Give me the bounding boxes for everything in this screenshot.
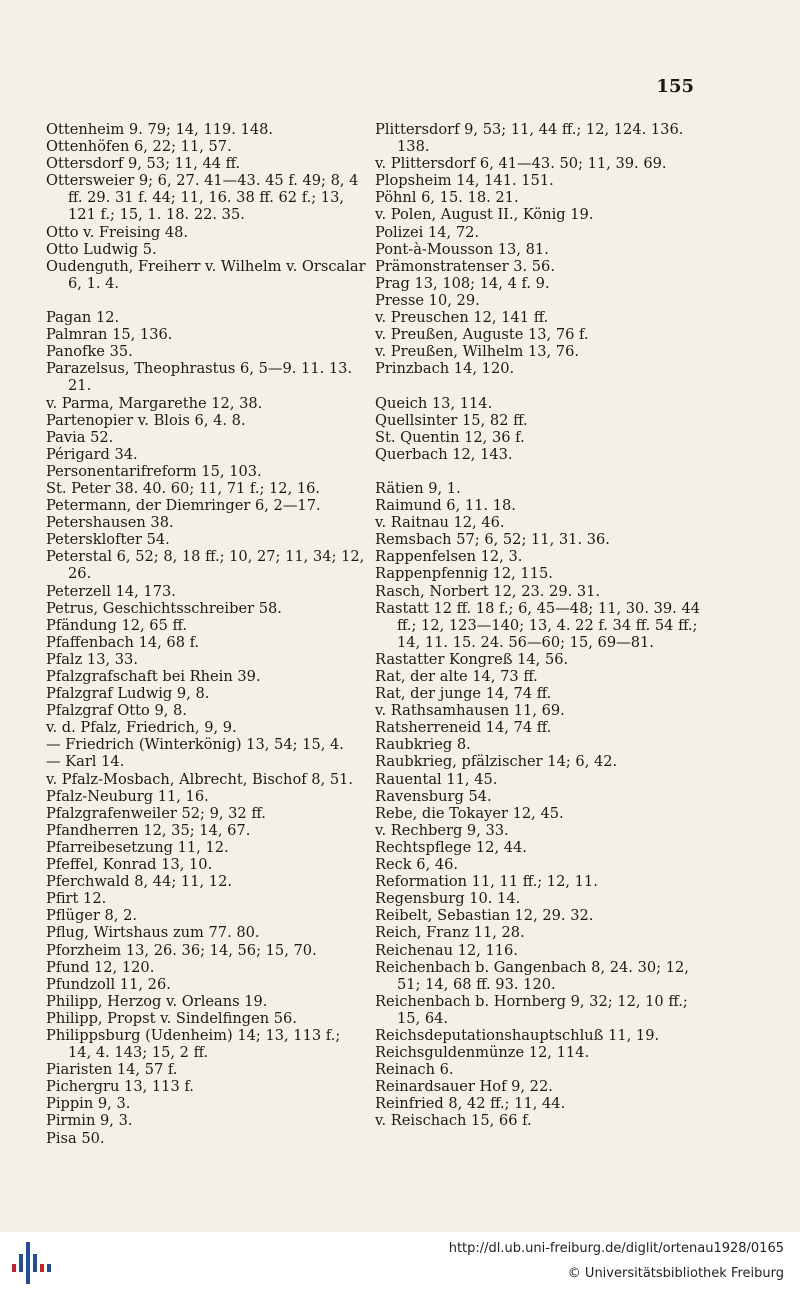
index-entry: Quellsinter 15, 82 ff. (375, 411, 528, 429)
index-entry: Parazelsus, Theophrastus 6, 5—9. 11. 13. 21. (46, 360, 353, 395)
index-entry: Remsbach 57; 6, 52; 11, 31. 36. (375, 531, 610, 549)
index-entry: Reichenbach b. Gangenbach 8, 24. 30; 12, 51; 14, 68 ff. 93. 120. (375, 958, 689, 993)
index-entry: Queich 13, 114. (375, 394, 493, 412)
index-entry: Reibelt, Sebastian 12, 29. 32. (375, 907, 594, 925)
index-entry: v. Preuschen 12, 141 ff. (375, 309, 549, 327)
index-entry: Peterstal 6, 52; 8, 18 ff.; 10, 27; 11, 34; 12, 26. (46, 548, 365, 583)
index-entry: Philippsburg (Udenheim) 14; 13, 113 f.; 14, 4. 143; 15, 2 ff. (46, 1026, 341, 1062)
source-url-link[interactable]: http://dl.ub.uni-freiburg.de/diglit/ortenau1928/0165 (448, 1241, 784, 1256)
index-entry: Pfalzgrafenweiler 52; 9, 32 ff. (46, 804, 266, 822)
index-entry: Reichenbach b. Hornberg 9, 32; 12, 10 ff.; 15, 64. (375, 992, 688, 1027)
index-entry: Otto Ludwig 5. (46, 240, 157, 258)
index-entry: Prinzbach 14, 120. (375, 360, 515, 378)
index-entry: Ottersweier 9; 6, 27. 41—43. 45 f. 49; 8, 4 ff. 29. 31 f. 44; 11, 16. 38 ff. 62 f.; 13, 121 f.; 15, 1. 18. 22. 35. (46, 172, 359, 224)
library-logo-icon (10, 1240, 54, 1286)
index-entry: Pfalz-Neuburg 11, 16. (46, 787, 209, 805)
index-entry: — Karl 14. (46, 753, 125, 771)
section-gap (375, 377, 705, 394)
index-entry: Pöhnl 6, 15. 18. 21. (375, 189, 519, 207)
index-entry: Pirmin 9, 3. (46, 1112, 133, 1130)
index-entry: Prag 13, 108; 14, 4 f. 9. (375, 274, 550, 292)
index-entry: Pfarreibesetzung 11, 12. (46, 838, 229, 856)
index-entry: Petrus, Geschichtsschreiber 58. (46, 599, 282, 617)
index-entry: v. Plittersdorf 6, 41—43. 50; 11, 39. 69. (375, 155, 667, 173)
index-entry: Presse 10, 29. (375, 291, 480, 309)
index-entry: Reich, Franz 11, 28. (375, 924, 525, 942)
copyright-notice: © Universitätsbibliothek Freiburg (567, 1266, 784, 1281)
index-entry: St. Quentin 12, 36 f. (375, 428, 525, 446)
index-entry: Rastatter Kongreß 14, 56. (375, 650, 569, 668)
section-gap (375, 463, 705, 480)
index-entry: Pfalzgraf Otto 9, 8. (46, 702, 187, 720)
index-entry: Pfandherren 12, 35; 14, 67. (46, 821, 251, 839)
index-entry: Philipp, Propst v. Sindelfingen 56. (46, 1009, 297, 1027)
index-entry: Reichenau 12, 116. (375, 941, 518, 959)
section-gap (46, 292, 366, 309)
index-entry: Raimund 6, 11. 18. (375, 497, 516, 515)
index-entry: Pagan 12. (46, 309, 120, 327)
index-entry: Ratsherreneid 14, 74 ff. (375, 719, 552, 737)
index-entry: — Friedrich (Winterkönig) 13, 54; 15, 4. (46, 736, 344, 754)
index-entry: Rappenpfennig 12, 115. (375, 565, 553, 583)
index-entry: v. Parma, Margarethe 12, 38. (46, 394, 263, 412)
index-entry: Rechtspflege 12, 44. (375, 838, 527, 856)
index-entry: Petershausen 38. (46, 514, 174, 532)
index-entry: v. Preußen, Wilhelm 13, 76. (375, 343, 579, 361)
index-entry: Reinach 6. (375, 1061, 454, 1079)
index-column-right (375, 121, 705, 1130)
index-entry: Pont-à-Mousson 13, 81. (375, 240, 549, 258)
index-entry: Pfalzgrafschaft bei Rhein 39. (46, 668, 261, 685)
index-entry: Regensburg 10. 14. (375, 890, 521, 908)
index-entry: Polizei 14, 72. (375, 223, 480, 241)
index-entry: Raubkrieg 8. (375, 736, 471, 754)
index-entry: Pfundzoll 11, 26. (46, 975, 171, 993)
index-entry: Pfalz 13, 33. (46, 650, 138, 668)
index-entry: Otto v. Freising 48. (46, 223, 189, 241)
index-entry: Périgard 34. (46, 445, 138, 463)
index-entry: v. Polen, August II., König 19. (375, 206, 594, 224)
index-entry: St. Peter 38. 40. 60; 11, 71 f.; 12, 16. (46, 479, 321, 497)
index-entry: v. d. Pfalz, Friedrich, 9, 9. (46, 719, 237, 737)
index-entry: Palmran 15, 136. (46, 326, 173, 344)
index-entry: Pichergru 13, 113 f. (46, 1078, 194, 1096)
index-entry: Pflüger 8, 2. (46, 907, 138, 925)
index-entry: Pfund 12, 120. (46, 958, 155, 976)
index-entry: Pfalzgraf Ludwig 9, 8. (46, 685, 210, 703)
index-entry: v. Pfalz-Mosbach, Albrecht, Bischof 8, 51. (46, 770, 354, 788)
index-entry: Petermann, der Diemringer 6, 2—17. (46, 497, 321, 515)
index-entry: Panofke 35. (46, 343, 133, 361)
index-entry: Pfaffenbach 14, 68 f. (46, 633, 200, 651)
index-entry: Reformation 11, 11 ff.; 12, 11. (375, 873, 598, 891)
index-entry: Pfeffel, Konrad 13, 10. (46, 856, 213, 874)
index-entry: Plopsheim 14, 141. 151. (375, 172, 554, 190)
index-entry: Pavia 52. (46, 428, 114, 446)
index-entry: Rastatt 12 ff. 18 f.; 6, 45—48; 11, 30. 39. 44 ff.; 12, 123—140; 13, 4. 22 f. 34 ff. 54 ff.; 14, 11. 15. 24. 56—60; 15, 69—81. (375, 599, 701, 651)
index-entry: Pflug, Wirtshaus zum 77. 80. (46, 924, 260, 942)
index-entry: Rebe, die Tokayer 12, 45. (375, 804, 564, 822)
index-entry: Rat, der junge 14, 74 ff. (375, 685, 552, 703)
index-entry: Ottersdorf 9, 53; 11, 44 ff. (46, 155, 241, 173)
index-entry: v. Preußen, Auguste 13, 76 f. (375, 326, 589, 344)
index-entry: Ottenhöfen 6, 22; 11, 57. (46, 138, 232, 156)
index-entry: Rätien 9, 1. (375, 479, 461, 497)
index-entry: v. Rechberg 9, 33. (375, 821, 509, 839)
index-entry: Pferchwald 8, 44; 11, 12. (46, 873, 232, 891)
index-entry: Personentarifreform 15, 103. (46, 462, 262, 480)
index-entry: Pfändung 12, 65 ff. (46, 616, 187, 634)
index-entry: Reinfried 8, 42 ff.; 11, 44. (375, 1095, 566, 1113)
index-entry: Prämonstratenser 3. 56. (375, 257, 555, 275)
index-entry: Piaristen 14, 57 f. (46, 1061, 178, 1079)
index-entry: v. Raitnau 12, 46. (375, 514, 505, 532)
index-entry: Ottenheim 9. 79; 14, 119. 148. (46, 121, 274, 138)
index-entry: Pippin 9, 3. (46, 1095, 131, 1113)
index-entry: Rauental 11, 45. (375, 770, 498, 788)
index-entry: Rappenfelsen 12, 3. (375, 548, 523, 566)
index-entry: Reichsdeputationshauptschluß 11, 19. (375, 1026, 660, 1044)
index-entry: Rat, der alte 14, 73 ff. (375, 668, 538, 685)
index-entry: Partenopier v. Blois 6, 4. 8. (46, 411, 246, 429)
index-entry: Pforzheim 13, 26. 36; 14, 56; 15, 70. (46, 941, 317, 959)
index-entry: v. Rathsamhausen 11, 69. (375, 702, 565, 720)
index-entry: Philipp, Herzog v. Orleans 19. (46, 992, 268, 1010)
index-entry: Peterzell 14, 173. (46, 582, 176, 600)
page-number: 155 (656, 76, 694, 97)
index-entry: Plittersdorf 9, 53; 11, 44 ff.; 12, 124. 136. 138. (375, 121, 684, 156)
index-entry: v. Reischach 15, 66 f. (375, 1112, 532, 1130)
index-entry: Oudenguth, Freiherr v. Wilhelm v. Orscalar 6, 1. 4. (46, 257, 366, 292)
index-entry: Querbach 12, 143. (375, 445, 513, 463)
index-entry: Rasch, Norbert 12, 23. 29. 31. (375, 582, 601, 600)
viewer-footer (0, 1232, 800, 1291)
index-entry: Reichsguldenmünze 12, 114. (375, 1044, 590, 1062)
index-entry: Petersklofter 54. (46, 531, 170, 549)
index-entry: Pfirt 12. (46, 890, 107, 908)
index-entry: Pisa 50. (46, 1129, 105, 1147)
index-entry: Reinardsauer Hof 9, 22. (375, 1078, 553, 1096)
index-entry: Reck 6, 46. (375, 856, 459, 874)
index-column-left (46, 121, 366, 1147)
index-entry: Raubkrieg, pfälzischer 14; 6, 42. (375, 753, 618, 771)
index-entry: Ravensburg 54. (375, 787, 492, 805)
